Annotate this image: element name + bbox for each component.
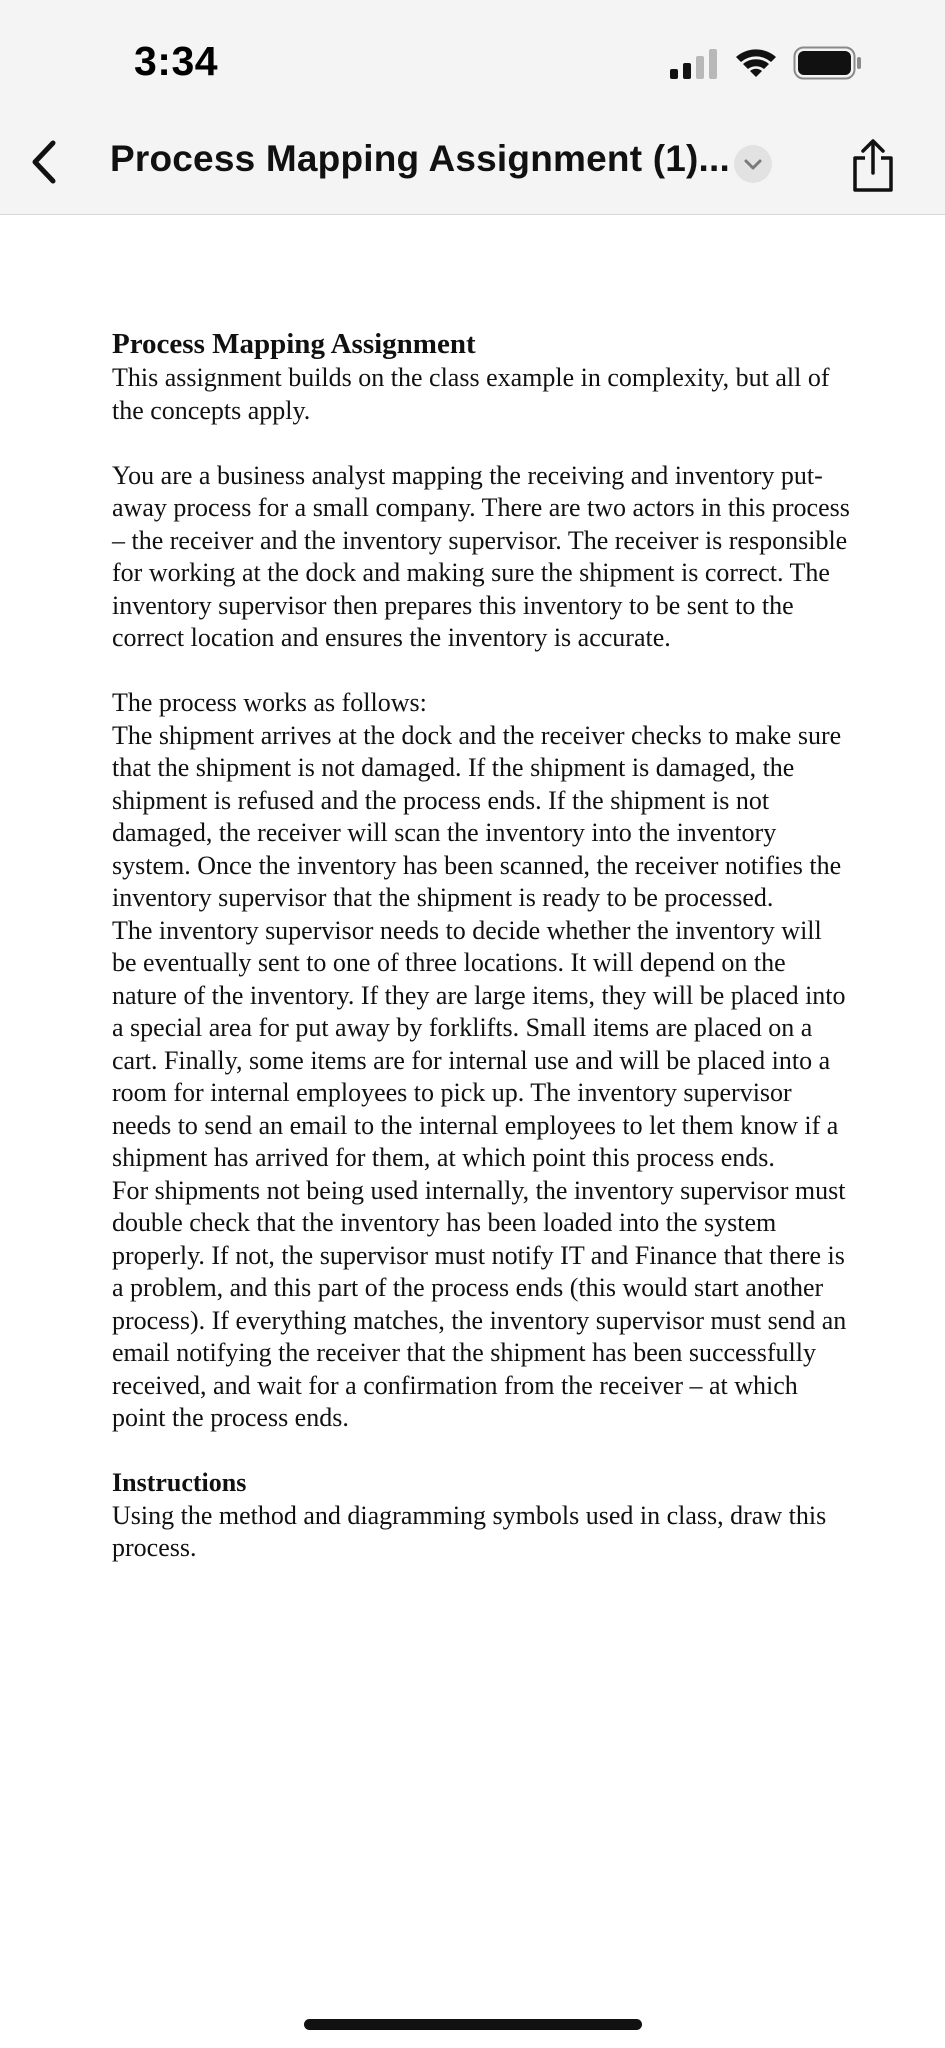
status-bar: [0, 0, 945, 110]
title-menu-button[interactable]: [734, 145, 772, 183]
wifi-icon: [733, 45, 779, 79]
document-content: [112, 326, 852, 1565]
instructions-paragraph: Using the method and diagramming symbols used in class, draw this process.: [112, 1500, 827, 1562]
chevron-down-icon: [743, 157, 763, 171]
context-paragraph: You are a business analyst mapping the receiving and inventory put-away process for a small company. There are two actors in this process – the receiver and the inventory supervisor. The receiver is responsible for working at the dock and making sure the shipment is correct. The inventory supervisor then prepares this inventory to be sent to the correct location and ensures the inventory is accurate.: [112, 460, 850, 652]
process-step-2: The inventory supervisor needs to decide whether the inventory will be eventually sent to one of three locations. It will depend on the nature of the inventory. If they are large items, they will be placed into a special area for put away by forklifts. Small items are placed on a cart. Finally, some items are for internal use and will be placed into a room for internal employees to pick up. The inventory supervisor needs to send an email to the internal employees to let them know if a shipment has arrived for them, at which point this process ends.: [112, 915, 846, 1172]
top-chrome: [0, 0, 945, 215]
share-icon: [850, 139, 896, 193]
paragraph-spacer: [112, 427, 852, 460]
chevron-left-icon: [28, 139, 58, 185]
process-step-3: For shipments not being used internally, the inventory supervisor must double check that the inventory has been loaded into the system properly. If not, the supervisor must notify IT and Finance that there is a problem, and this part of the process ends (this would start another process). If everything matches, the inventory supervisor must send an email notifying the receiver that the shipment has been successfully received, and wait for a confirmation from the receiver – at which point the process ends.: [112, 1175, 847, 1432]
paragraph-spacer: [112, 655, 852, 688]
home-indicator[interactable]: [304, 2019, 642, 2030]
paragraph-spacer: [112, 1435, 852, 1468]
battery-icon: [793, 46, 863, 80]
intro-paragraph: This assignment builds on the class example in complexity, but all of the concepts apply.: [112, 363, 830, 425]
process-intro: The process works as follows:: [112, 688, 427, 717]
nav-bar: [0, 110, 945, 215]
back-button[interactable]: [18, 132, 68, 192]
cellular-signal-icon: [668, 49, 720, 79]
instructions-heading: Instructions: [112, 1468, 247, 1497]
process-step-1: The shipment arrives at the dock and the receiver checks to make sure that the shipment is not damaged. If the shipment is damaged, the shipment is refused and the process ends. If the shipment is not damaged, the receiver will scan the inventory into the inventory system. Once the inventory has been scanned, the receiver notifies the inventory supervisor that the shipment is ready to be processed.: [112, 720, 842, 912]
document-title[interactable]: Process Mapping Assignment (1)...: [110, 138, 730, 179]
document-heading: Process Mapping Assignment: [112, 328, 476, 360]
status-time: 3:34: [134, 38, 219, 84]
share-button[interactable]: [846, 138, 900, 194]
